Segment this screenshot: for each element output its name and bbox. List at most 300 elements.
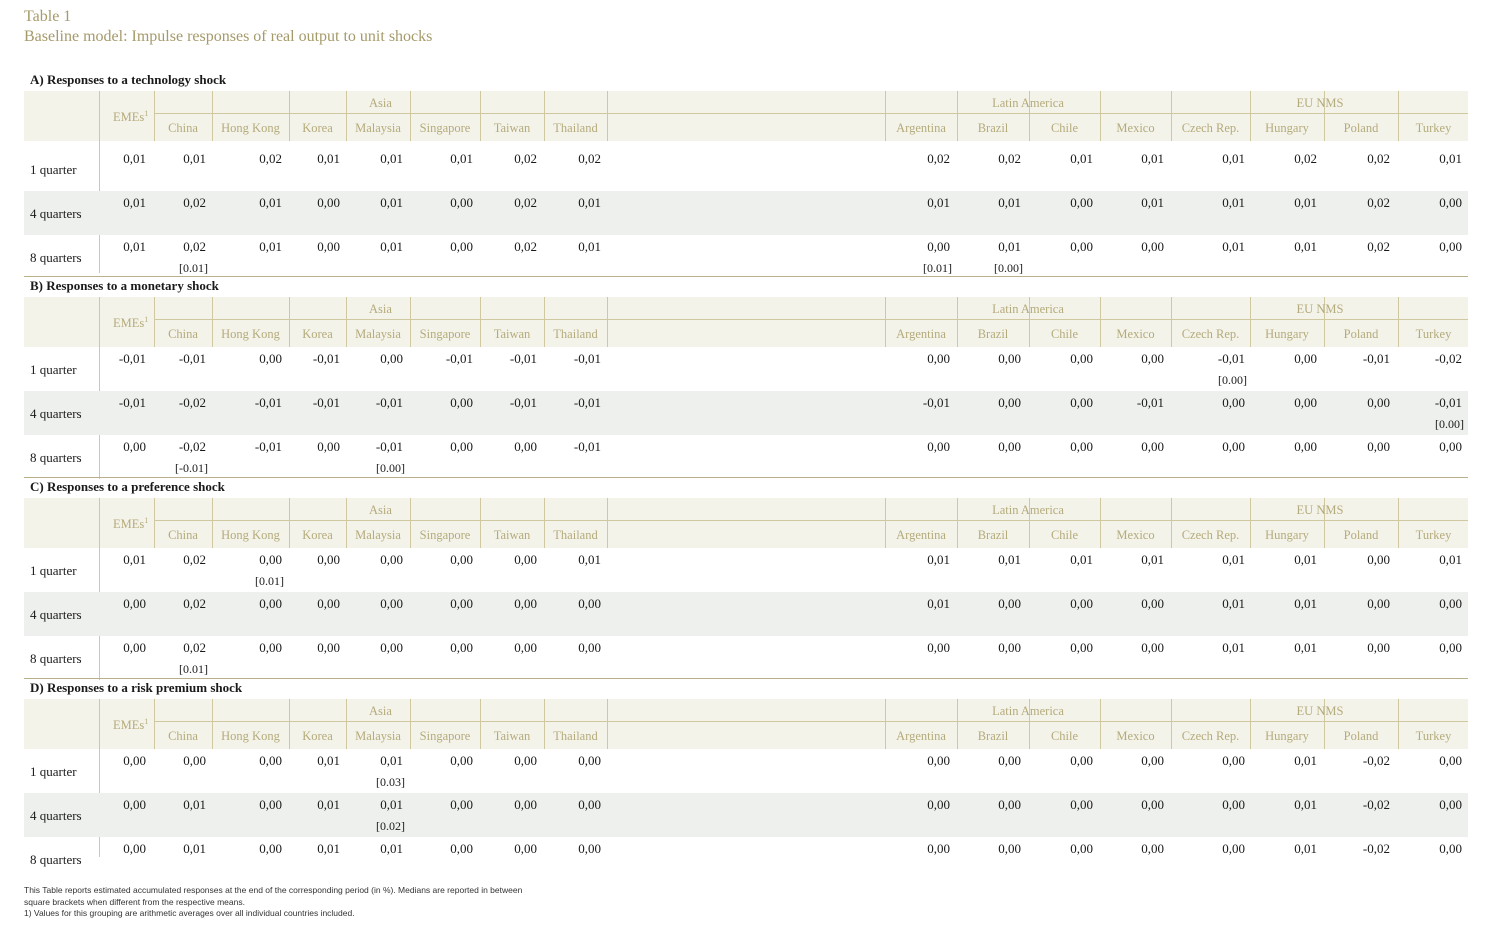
table-cell: 0,00 [578,753,601,768]
group-label: EU NMS [1296,503,1344,517]
table-cell: 0,01 [1222,151,1245,166]
country-header: Argentina [896,528,946,542]
table-cell: 0,01 [927,552,950,567]
table-cell: 0,00 [1141,439,1164,454]
country-header: Mexico [1116,327,1155,341]
table-cell: 0,01 [1141,195,1164,210]
country-header: Czech Rep. [1181,121,1240,135]
country-header: Malaysia [355,327,401,341]
table-cell: 0,01 [183,151,206,166]
header-rule [154,319,1468,320]
row-label: 4 quarters [30,808,82,823]
table-cell: 0,00 [380,596,403,611]
table-cell: 0,00 [450,596,473,611]
table-cell: 0,00 [259,640,282,655]
table-cell: 0,00 [1222,753,1245,768]
table-cell: 0,00 [450,841,473,856]
table-cell: 0,00 [1141,596,1164,611]
country-header: Turkey [1415,729,1452,743]
table-cell: 0,02 [1294,151,1317,166]
table-cell: 0,00 [998,439,1021,454]
table-cell: 0,00 [123,753,146,768]
table-cell: -0,01 [375,395,403,410]
table-cell: 0,01 [380,239,403,254]
table-cell: 0,02 [183,640,206,655]
group-label: Latin America [992,302,1064,316]
table-cell: 0,00 [1439,239,1462,254]
table-cell: 0,01 [578,552,601,567]
table-cell: -0,02 [1434,351,1462,366]
footnote-3: 1) Values for this grouping are arithmetic averages over all individual countries included. [24,908,355,918]
country-header: Singapore [419,121,471,135]
section-title: D) Responses to a risk premium shock [30,680,243,695]
table-cell: -0,01 [509,395,537,410]
table-cell: 0,00 [1141,640,1164,655]
emes-text: EMEs [113,110,145,125]
section-rule [24,477,1468,478]
country-header: Thailand [553,528,598,542]
country-header: Argentina [896,327,946,341]
median-cell: [0.01] [179,261,208,275]
table-cell: 0,01 [380,151,403,166]
country-header: Thailand [553,327,598,341]
section-title: A) Responses to a technology shock [30,72,227,87]
table-cell: 0,01 [317,797,340,812]
country-header: China [168,121,198,135]
table-cell: 0,00 [1141,841,1164,856]
table-cell: 0,00 [317,640,340,655]
table-cell: 0,00 [450,439,473,454]
table-cell: 0,00 [1439,797,1462,812]
table-cell: 0,00 [317,439,340,454]
table-cell: 0,02 [1367,151,1390,166]
table-cell: 0,01 [1222,596,1245,611]
table-cell: 0,01 [1222,640,1245,655]
table-cell: 0,00 [1070,596,1093,611]
country-header: Chile [1050,729,1079,743]
table-cell: 0,01 [1070,552,1093,567]
table-cell: 0,01 [380,195,403,210]
table-cell: 0,02 [183,195,206,210]
country-header: Malaysia [355,528,401,542]
table-cell: 0,00 [1367,596,1390,611]
group-label: Asia [369,503,392,517]
table-cell: 0,00 [1070,797,1093,812]
table-cell: 0,00 [183,753,206,768]
table-cell: 0,02 [259,151,282,166]
table-cell: 0,00 [514,797,537,812]
table-cell: 0,00 [317,596,340,611]
table-cell: 0,01 [123,239,146,254]
table-title: Baseline model: Impulse responses of real output to unit shocks [24,28,433,45]
row-label: 8 quarters [30,250,82,265]
group-label: EU NMS [1296,302,1344,316]
group-label: EU NMS [1296,704,1344,718]
emes-label [113,717,148,733]
table-cell: 0,01 [998,195,1021,210]
country-header: Brazil [977,729,1009,743]
group-label: Latin America [992,503,1064,517]
table-cell: 0,00 [123,797,146,812]
table-cell: 0,01 [998,552,1021,567]
table-cell: 0,00 [998,351,1021,366]
median-cell: [0.01] [923,261,952,275]
median-cell: [0.00] [376,461,405,475]
table-cell: 0,00 [259,841,282,856]
table-cell: 0,00 [1141,239,1164,254]
table-cell: 0,00 [259,552,282,567]
table-cell: 0,00 [123,841,146,856]
table-cell: 0,00 [317,552,340,567]
table-cell: 0,01 [1294,753,1317,768]
table-cell: 0,00 [1439,195,1462,210]
country-header: Korea [302,528,333,542]
table-cell: 0,02 [514,151,537,166]
table-cell: 0,00 [450,552,473,567]
table-cell: 0,00 [450,239,473,254]
row-label: 8 quarters [30,651,82,666]
table-cell: -0,01 [922,395,950,410]
header-divider [607,699,608,749]
country-header: Hungary [1265,729,1309,743]
emes-label [113,315,148,331]
table-cell: 0,02 [183,239,206,254]
table-cell: 0,01 [1294,797,1317,812]
table-cell: -0,02 [1362,841,1390,856]
table-cell: 0,00 [450,797,473,812]
median-cell: [0.02] [376,819,405,833]
country-header: Brazil [977,121,1009,135]
median-cell: [0.00] [1435,417,1464,431]
table-cell: 0,01 [1294,552,1317,567]
country-header: Brazil [977,327,1009,341]
table-cell: 0,00 [259,596,282,611]
emes-label [113,516,148,532]
emes-footnote-mark: 1 [144,109,149,118]
emes-footnote-mark: 1 [144,315,149,324]
table-cell: 0,00 [1070,395,1093,410]
median-cell: [0.01] [179,662,208,676]
group-label: Asia [369,302,392,316]
row-label: 4 quarters [30,607,82,622]
table-cell: -0,01 [118,351,146,366]
country-header: Hong Kong [221,729,280,743]
table-cell: -0,01 [573,395,601,410]
table-cell: 0,00 [380,552,403,567]
table-cell: 0,00 [998,797,1021,812]
country-header: Chile [1050,327,1079,341]
country-header: Hong Kong [221,121,280,135]
group-label: Latin America [992,96,1064,110]
table-cell: 0,00 [514,841,537,856]
country-header: Mexico [1116,729,1155,743]
table-cell: 0,00 [578,640,601,655]
table-cell: 0,00 [514,640,537,655]
table-cell: -0,01 [178,351,206,366]
median-cell: [0.00] [1218,373,1247,387]
country-header: Czech Rep. [1181,528,1240,542]
header-divider [607,297,608,347]
table-cell: -0,01 [312,395,340,410]
country-header: Malaysia [355,121,401,135]
median-cell: [-0.01] [175,461,208,475]
table-cell: 0,00 [1070,239,1093,254]
table-cell: 0,00 [514,552,537,567]
section-rule [24,678,1468,679]
table-cell: 0,00 [1222,797,1245,812]
table-cell: 0,01 [380,753,403,768]
country-header: Argentina [896,729,946,743]
country-header: Taiwan [493,528,531,542]
group-label: Asia [369,704,392,718]
country-header: Korea [302,729,333,743]
table-cell: 0,01 [123,151,146,166]
table-cell: 0,01 [380,841,403,856]
country-header: Hungary [1265,528,1309,542]
table-cell: 0,00 [380,351,403,366]
table-cell: 0,00 [514,439,537,454]
table-cell: 0,02 [1367,239,1390,254]
country-header: Czech Rep. [1181,729,1240,743]
emes-text: EMEs [113,316,145,331]
table-cell: -0,01 [375,439,403,454]
table-cell: 0,00 [1439,753,1462,768]
table-cell: 0,00 [514,753,537,768]
country-header: Argentina [896,121,946,135]
emes-text: EMEs [113,517,145,532]
row-label: 8 quarters [30,450,82,465]
country-header: Taiwan [493,729,531,743]
country-header: Mexico [1116,121,1155,135]
table-cell: -0,01 [254,395,282,410]
table-cell: 0,01 [578,239,601,254]
row-label: 1 quarter [30,362,77,377]
table-cell: 0,00 [259,797,282,812]
header-divider [607,498,608,548]
table-cell: 0,00 [927,797,950,812]
table-cell: 0,00 [1439,596,1462,611]
country-header: Singapore [419,327,471,341]
section-title: B) Responses to a monetary shock [30,278,219,293]
table-cell: 0,01 [450,151,473,166]
country-header: Turkey [1415,327,1452,341]
table-cell: -0,01 [1362,351,1390,366]
table-cell: 0,00 [1222,395,1245,410]
table-cell: -0,01 [1434,395,1462,410]
country-header: Turkey [1415,528,1452,542]
country-header: Korea [302,121,333,135]
table-cell: 0,00 [1222,841,1245,856]
table-cell: 0,02 [578,151,601,166]
table-cell: 0,02 [514,239,537,254]
table-cell: 0,00 [1367,640,1390,655]
table-cell: -0,02 [178,395,206,410]
table-number: Table 1 [24,8,72,25]
table-cell: 0,01 [1439,151,1462,166]
table-cell: 0,01 [259,239,282,254]
table-cell: 0,01 [927,195,950,210]
country-header: Brazil [977,528,1009,542]
country-header: Czech Rep. [1181,327,1240,341]
table-cell: 0,00 [1439,439,1462,454]
table-cell: 0,02 [514,195,537,210]
table-cell: 0,00 [450,395,473,410]
table-cell: 0,01 [1222,552,1245,567]
table-cell: 0,01 [183,841,206,856]
country-header: Korea [302,327,333,341]
table-cell: 0,01 [1294,195,1317,210]
country-header: Hungary [1265,327,1309,341]
country-header: Turkey [1415,121,1452,135]
table-cell: 0,02 [183,596,206,611]
footnote-1: This Table reports estimated accumulated responses at the end of the corresponding period (in %). Medians are reported in between [24,885,523,895]
table-cell: 0,00 [1070,195,1093,210]
footnote-2: square brackets when different from the respective means. [24,897,245,907]
row-label: 1 quarter [30,764,77,779]
row-label: 8 quarters [30,852,82,867]
country-header: China [168,528,198,542]
table-cell: 0,00 [1439,640,1462,655]
country-header: China [168,729,198,743]
emes-text: EMEs [113,718,145,733]
table-cell: 0,00 [123,640,146,655]
table-cell: 0,00 [1070,753,1093,768]
table-cell: 0,01 [123,552,146,567]
emes-footnote-mark: 1 [144,717,149,726]
table-cell: 0,01 [1294,841,1317,856]
table-cell: 0,00 [1294,395,1317,410]
country-header: Chile [1050,121,1079,135]
row-label: 1 quarter [30,563,77,578]
table-cell: 0,00 [1070,351,1093,366]
row-label: 4 quarters [30,206,82,221]
table-cell: 0,00 [1367,552,1390,567]
table-cell: 0,00 [927,640,950,655]
table-cell: 0,01 [317,753,340,768]
table-cell: 0,01 [317,151,340,166]
table-cell: 0,02 [183,552,206,567]
table-cell: 0,01 [1294,239,1317,254]
section-title: C) Responses to a preference shock [30,479,225,494]
median-cell: [0.03] [376,775,405,789]
table-cell: 0,01 [123,195,146,210]
table-cell: -0,01 [254,439,282,454]
row-label: 1 quarter [30,162,77,177]
table-cell: 0,00 [998,395,1021,410]
table-cell: -0,02 [178,439,206,454]
country-header: Mexico [1116,528,1155,542]
table-cell: 0,00 [578,841,601,856]
header-rule [154,721,1468,722]
table-cell: 0,00 [927,239,950,254]
table-cell: 0,00 [1070,439,1093,454]
section-rule [24,276,1468,277]
table-cell: 0,00 [578,797,601,812]
table-cell: 0,00 [1070,841,1093,856]
table-cell: 0,01 [1439,552,1462,567]
country-header: Singapore [419,528,471,542]
country-header: Chile [1050,528,1079,542]
table-cell: 0,00 [1141,351,1164,366]
table-cell: 0,01 [927,596,950,611]
emes-footnote-mark: 1 [144,516,149,525]
table-cell: -0,01 [1136,395,1164,410]
country-header: Malaysia [355,729,401,743]
country-header: Poland [1343,729,1379,743]
table-cell: 0,01 [1222,239,1245,254]
table-cell: 0,01 [998,239,1021,254]
table-cell: -0,02 [1362,797,1390,812]
table-cell: 0,00 [1141,753,1164,768]
table-cell: 0,00 [259,351,282,366]
country-header: Hong Kong [221,528,280,542]
table-cell: 0,00 [317,195,340,210]
table-cell: 0,00 [1294,351,1317,366]
country-header: Singapore [419,729,471,743]
country-header: Thailand [553,121,598,135]
table-cell: 0,00 [1222,439,1245,454]
table-cell: -0,01 [118,395,146,410]
table-cell: 0,01 [380,797,403,812]
table-cell: 0,00 [1294,439,1317,454]
median-cell: [0.01] [255,574,284,588]
table-cell: -0,01 [1217,351,1245,366]
table-cell: 0,00 [259,753,282,768]
country-header: Taiwan [493,327,531,341]
table-cell: 0,00 [998,753,1021,768]
table-cell: 0,00 [1070,640,1093,655]
table-cell: 0,01 [1222,195,1245,210]
table-cell: 0,00 [1141,797,1164,812]
table-cell: 0,00 [450,640,473,655]
table-cell: 0,00 [1367,395,1390,410]
table-cell: 0,01 [317,841,340,856]
country-header: Poland [1343,327,1379,341]
table-cell: 0,00 [927,439,950,454]
table-cell: 0,01 [1070,151,1093,166]
country-header: Thailand [553,729,598,743]
table-cell: 0,01 [259,195,282,210]
table-cell: 0,00 [123,439,146,454]
table-cell: 0,01 [578,195,601,210]
table-cell: -0,02 [1362,753,1390,768]
table-cell: 0,00 [927,841,950,856]
table-cell: 0,01 [183,797,206,812]
table-cell: 0,02 [998,151,1021,166]
table-cell: 0,00 [578,596,601,611]
header-divider [607,91,608,141]
table-cell: 0,01 [1141,552,1164,567]
table-cell: 0,00 [1439,841,1462,856]
table-cell: -0,01 [312,351,340,366]
table-cell: -0,01 [573,351,601,366]
table-cell: -0,01 [445,351,473,366]
table-cell: 0,00 [514,596,537,611]
country-header: China [168,327,198,341]
table-cell: 0,00 [998,640,1021,655]
table-cell: -0,01 [509,351,537,366]
table-cell: 0,00 [998,841,1021,856]
table-cell: 0,00 [1367,439,1390,454]
country-header: Taiwan [493,121,531,135]
header-rule [154,113,1468,114]
median-cell: [0.00] [994,261,1023,275]
table-cell: -0,01 [573,439,601,454]
table-cell: 0,00 [998,596,1021,611]
table-cell: 0,02 [1367,195,1390,210]
table-cell: 0,00 [927,753,950,768]
header-rule [154,520,1468,521]
